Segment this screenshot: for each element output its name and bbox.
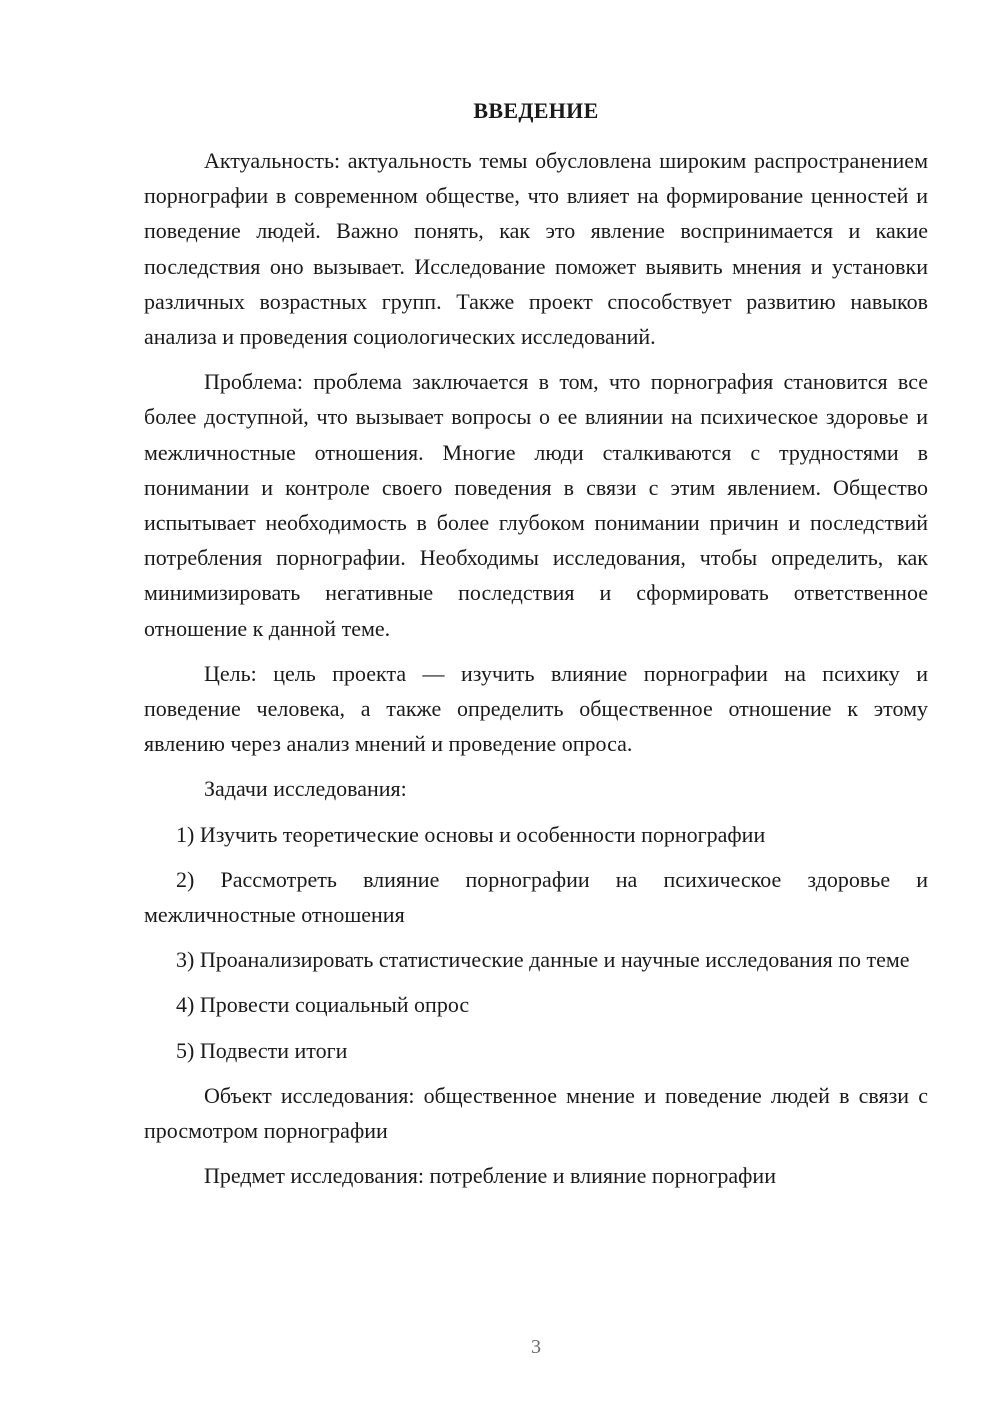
task-item-1: 1) Изучить теоретические основы и особенности порнографии <box>176 821 766 847</box>
task-item-3: 3) Проанализировать статистические данные и научные исследования по теме <box>176 947 910 973</box>
paragraph-goal: Цель: цель проекта — изучить влияние порнографии на психику и поведение человека, а также определить общественное отношение к этому явлению через анализ мнений и проведение опроса. <box>144 660 928 757</box>
paragraph-object: Объект исследования: общественное мнение и поведение людей в связи с просмотром порнографии <box>144 1082 928 1144</box>
task-item-5: 5) Подвести итоги <box>176 1037 348 1063</box>
paragraph-subject: Предмет исследования: потребление и влияние порнографии <box>204 1163 776 1189</box>
tasks-heading: Задачи исследования: <box>204 776 407 802</box>
paragraph-problem: Проблема: проблема заключается в том, что порнография становится все более доступной, что вызывает вопросы о ее влиянии на психическое здоровье и межличностные отношения. Многие люди сталкиваются с трудностями в понимании и контроле своего поведения в связи с этим явлением. Общество испытывает необходимость в более глубоком понимании причин и последствий потребления порнографии. Необходимы исследования, чтобы определить, как минимизировать негативные последствия и сформировать ответственное отношение к данной теме. <box>144 369 928 641</box>
task-item-2: 2) Рассмотреть влияние порнографии на психическое здоровье и межличностные отношения <box>144 866 928 928</box>
paragraph-relevance: Актуальность: актуальность темы обусловлена широким распространением порнографии в современном обществе, что влияет на формирование ценностей и поведение людей. Важно понять, как это явление воспринимается и какие последствия оно вызывает. Исследование поможет выявить мнения и установки различных возрастных групп. Также проект способствует развитию навыков анализа и проведения социологических исследований. <box>144 148 928 350</box>
task-item-4: 4) Провести социальный опрос <box>176 992 470 1018</box>
page-number: 3 <box>531 1336 541 1358</box>
body-text <box>144 143 928 1203</box>
document-page <box>144 0 928 1414</box>
section-title: ВВЕДЕНИЕ <box>473 98 599 123</box>
